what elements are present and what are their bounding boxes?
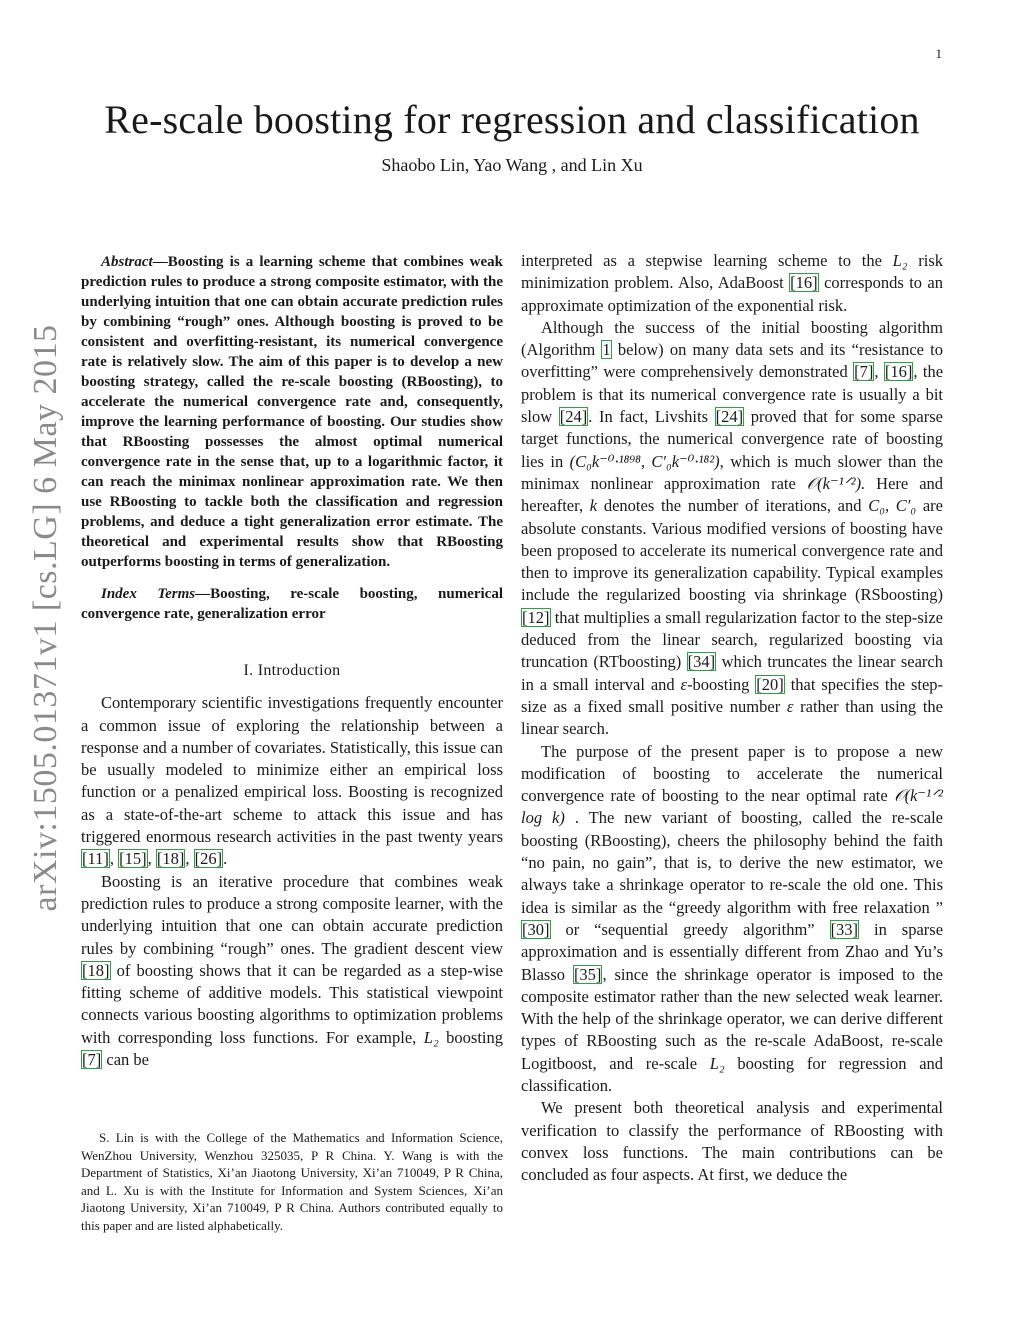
right-paragraph-1-text-h: denotes the number of iterations, and bbox=[603, 496, 862, 516]
math-l2: L₂ bbox=[709, 1053, 725, 1073]
right-paragraph-1-text-c: the problem is that its numerical convergence rate is usually a bit slow bbox=[521, 362, 944, 427]
right-paragraph-1-text-k: which truncates the linear search in a small interval and bbox=[521, 652, 944, 694]
citation-link[interactable]: [18] bbox=[156, 849, 185, 869]
math-l2: L₂ bbox=[892, 251, 908, 270]
math-minimax-rate: 𝒪(k⁻¹ᐟ²). bbox=[806, 473, 866, 493]
right-paragraph-2-text-f: boosting for regression and classification. bbox=[521, 1053, 944, 1095]
citation-link[interactable]: [16] bbox=[790, 273, 818, 293]
citation-link[interactable]: [7] bbox=[854, 362, 874, 382]
right-paragraph-1-text-g: Here and hereafter, bbox=[521, 473, 944, 516]
intro-paragraph-2-text: Boosting is an iterative procedure that combines weak prediction rules to produce a strong composite learner, with the underlying intuition that one can obtain accurate prediction rules by combining “rough” ones. The gradient descent view bbox=[81, 871, 503, 958]
citation-link[interactable]: [7] bbox=[82, 1050, 102, 1070]
right-paragraph-0-text-b: risk minimization problem. Also, AdaBoost bbox=[521, 251, 943, 293]
right-paragraph-1: Although the success of the initial boosting algorithm (Algorithm 1 below) on many data sets and its “resistance to overfitting” were comprehensively demonstrated [7], [16], the problem is that its numerical convergence rate is usually a bit slow [24]. In fact, Livshits [24] proved that for some sparse target functions, the numerical convergence rate of boosting lies in (C₀k⁻⁰·¹⁸⁹⁸, C′₀k⁻⁰·¹⁸²), which is much slower than the minimax nonlinear approximation rate 𝒪(k⁻¹ᐟ²). Here and hereafter, k denotes the number of iterations, and C₀, C′₀ are absolute constants. Various modified versions of boosting have been proposed to accelerate its numerical convergence rate and then to improve its generalization capability. Typical examples include the regularized boosting via shrinkage (RSboosting) [12] that multiplies a small regularization factor to the step-size deduced from the linear search, regularized boosting via truncation (RTboosting) [34] which truncates the linear search in a small interval and ε-boosting [20] that specifies the step-size as a fixed small positive number ε rather than using the linear search. bbox=[521, 317, 944, 739]
math-rate-interval: (C₀k⁻⁰·¹⁸⁹⁸, C′₀k⁻⁰·¹⁸²) bbox=[569, 451, 720, 471]
right-paragraph-2-text-d: in sparse approximation and is essentially different from Zhao and Yu’s Blasso bbox=[521, 919, 944, 984]
citation-link[interactable]: [33] bbox=[830, 919, 859, 939]
math-k: k bbox=[589, 496, 598, 516]
right-paragraph-1-text-m: that specifies the step-size as a fixed small positive number bbox=[521, 674, 944, 716]
right-paragraph-0-text: interpreted as a stepwise learning scheme to the bbox=[521, 251, 882, 270]
abstract-text: —Boosting is a learning scheme that combines weak prediction rules to produce a strong composite estimator, with the underlying intuition that one can obtain accurate prediction rules by combining “rough” ones. Although boosting is proved to be consistent and overfitting-resistant, its numerical convergence rate is relatively slow. The aim of this paper is to develop a new boosting strategy, called the re-scale boosting (RBoosting), to accelerate the numerical convergence rate and, consequently, improve the learning performance of boosting. Our studies show that RBoosting possesses the almost optimal numerical convergence rate in the sense that, up to a logarithmic factor, it can reach the minimax nonlinear approximation rate. We then use RBoosting to tackle both the classification and regression problems, and deduce a tight generalization error estimate. The theoretical and experimental results show that RBoosting outperforms boosting in terms of generalization. bbox=[81, 254, 503, 570]
intro-paragraph-1: Contemporary scientific investigations frequently encounter a common issue of exploring the relationship between a response and a number of covariates. Statistically, this issue can be usually modeled to minimize either an empirical loss function or a penalized empirical loss. Boosting is recognized as a state-of-the-art scheme to attack this issue and has triggered enormous research activities in the past twenty years [11], [15], [18], [26]. bbox=[81, 693, 503, 869]
right-paragraph-0 bbox=[521, 250, 943, 317]
citation-link[interactable]: [30] bbox=[522, 919, 550, 939]
citation-link[interactable]: [24] bbox=[715, 407, 744, 427]
citation-link[interactable]: [26] bbox=[194, 849, 223, 869]
right-paragraph-0-text-c: corresponds to an approximate optimization of the exponential risk. bbox=[521, 273, 944, 315]
paper-title: Re-scale boosting for regression and classification bbox=[104, 97, 920, 142]
math-epsilon: ε bbox=[680, 674, 688, 694]
index-terms bbox=[81, 584, 503, 624]
arxiv-identifier-stamp[interactable]: arXiv:1505.01371v1 [cs.LG] 6 May 2015 bbox=[27, 324, 64, 912]
right-paragraph-1-text-l: -boosting bbox=[687, 674, 750, 694]
author-list: Shaobo Lin, Yao Wang , and Lin Xu bbox=[381, 155, 643, 175]
intro-paragraph-1-text: Contemporary scientific investigations frequently encounter a common issue of exploring the relationship between a response and a number of covariates. Statistically, this issue can be usually modeled to minimize either an empirical loss function or a penalized empirical loss. Boosting is recognized as a state-of-the-art scheme to attack this issue and has triggered enormous research activities in the past twenty years bbox=[81, 693, 503, 847]
author-affiliation-footnote: S. Lin is with the College of the Mathematics and Information Science, WenZhou University, Wenzhou 325035, P R China. Y. Wang is with the Department of Statistics, Xi’an Jiaotong University, Xi’an 710049, P R China, and L. Xu is with the Institute for Information and System Sciences, Xi’an Jiaotong University, Xi’an 710049, P R China. Authors contributed equally to this paper and are listed alphabetically. bbox=[81, 1130, 503, 1233]
intro-paragraph-2-text-c: boosting bbox=[446, 1027, 504, 1047]
citation-link[interactable]: [24] bbox=[559, 407, 588, 427]
right-paragraph-1-text-n: rather than using the linear search. bbox=[521, 696, 944, 739]
right-paragraph-2-text-a: The purpose of the present paper is to propose a new modification of boosting to accelerate the numerical convergence rate of boosting to the near optimal rate bbox=[521, 741, 943, 806]
index-terms-lead: Index Terms bbox=[101, 586, 196, 602]
citation-link[interactable]: [18] bbox=[82, 960, 110, 980]
right-paragraph-1-text-i: are absolute constants. Various modified versions of boosting have been proposed to accelerate its numerical convergence rate and then to improve its generalization capability. Typical examples include the regularized boosting via shrinkage (RSboosting) bbox=[521, 496, 944, 605]
intro-paragraph-2-text-d: can be bbox=[106, 1050, 149, 1070]
right-paragraph-1-text-b: below) on many data sets and its “resistance to overfitting” were comprehensively demonstrated bbox=[521, 340, 944, 382]
intro-paragraph-2 bbox=[81, 871, 503, 1072]
math-l2: L₂ bbox=[423, 1027, 439, 1047]
citation-link[interactable]: [12] bbox=[522, 607, 550, 627]
math-near-optimal-rate: 𝒪(k⁻¹ᐟ² log k) bbox=[521, 786, 943, 828]
left-column bbox=[81, 250, 503, 1071]
right-paragraph-1-text-d: In fact, Livshits bbox=[599, 407, 708, 427]
citation-link[interactable]: [11] bbox=[82, 849, 109, 869]
right-column bbox=[521, 250, 943, 1186]
section-heading-introduction: I. Introduction bbox=[243, 662, 341, 679]
math-epsilon: ε bbox=[786, 696, 794, 716]
right-paragraph-2-text-b: . The new variant of boosting, called the re-scale boosting (RBoosting), cheers the philosophy behind the faith “no pain, no gain”, that is, to derive the new estimator, we always take a shrinkage operator to re-scale the old one. This idea is similar as the “greedy algorithm with free relaxation ” bbox=[521, 808, 944, 917]
right-paragraph-1-text-e: proved that for some sparse target functions, the numerical convergence rate of boosting lies in bbox=[521, 407, 943, 471]
right-paragraph-1-text-f: which is much slower than the minimax nonlinear approximation rate bbox=[521, 451, 944, 493]
index-terms-text: —Boosting, re-scale boosting, numerical convergence rate, generalization error bbox=[81, 586, 503, 622]
right-paragraph-2-text-e: , since the shrinkage operator is imposed to the composite estimator rather than the new selected weak learner. With the help of the shrinkage operator, we can derive different types of RBoosting such as the re-scale AdaBoost, re-scale Logitboost, and re-scale bbox=[521, 964, 943, 1073]
citation-link[interactable]: [16] bbox=[884, 362, 913, 382]
math-constants: C₀, C′₀ bbox=[868, 496, 917, 516]
intro-paragraph-2-text-b: of boosting shows that it can be regarded as a step-wise fitting scheme of additive models. This statistical viewpoint connects various boosting algorithms to optimization problems with corresponding loss functions. For example, bbox=[81, 960, 503, 1047]
algorithm-link[interactable]: 1 bbox=[602, 340, 611, 360]
right-paragraph-1-text-j: that multiplies a small regularization factor to the step-size deduced from the linear search, regularized boosting via truncation (RTboosting) bbox=[521, 607, 944, 672]
page-number: 1 bbox=[935, 46, 942, 61]
citation-link[interactable]: [20] bbox=[756, 674, 784, 694]
right-paragraph-3: We present both theoretical analysis and experimental verification to classify the performance of RBoosting with convex loss functions. The main contributions can be concluded as four aspects. At first, we deduce the bbox=[521, 1098, 943, 1185]
right-paragraph-1-text-a: Although the success of the initial boosting algorithm (Algorithm bbox=[521, 317, 943, 360]
citation-link[interactable]: [15] bbox=[119, 849, 147, 869]
citation-link[interactable]: [35] bbox=[573, 964, 602, 984]
right-paragraph-2-text-c: or “sequential greedy algorithm” bbox=[565, 919, 815, 939]
abstract bbox=[81, 252, 503, 572]
citation-link[interactable]: [34] bbox=[687, 652, 716, 672]
abstract-lead: Abstract bbox=[101, 254, 153, 270]
right-paragraph-2 bbox=[521, 741, 943, 1098]
